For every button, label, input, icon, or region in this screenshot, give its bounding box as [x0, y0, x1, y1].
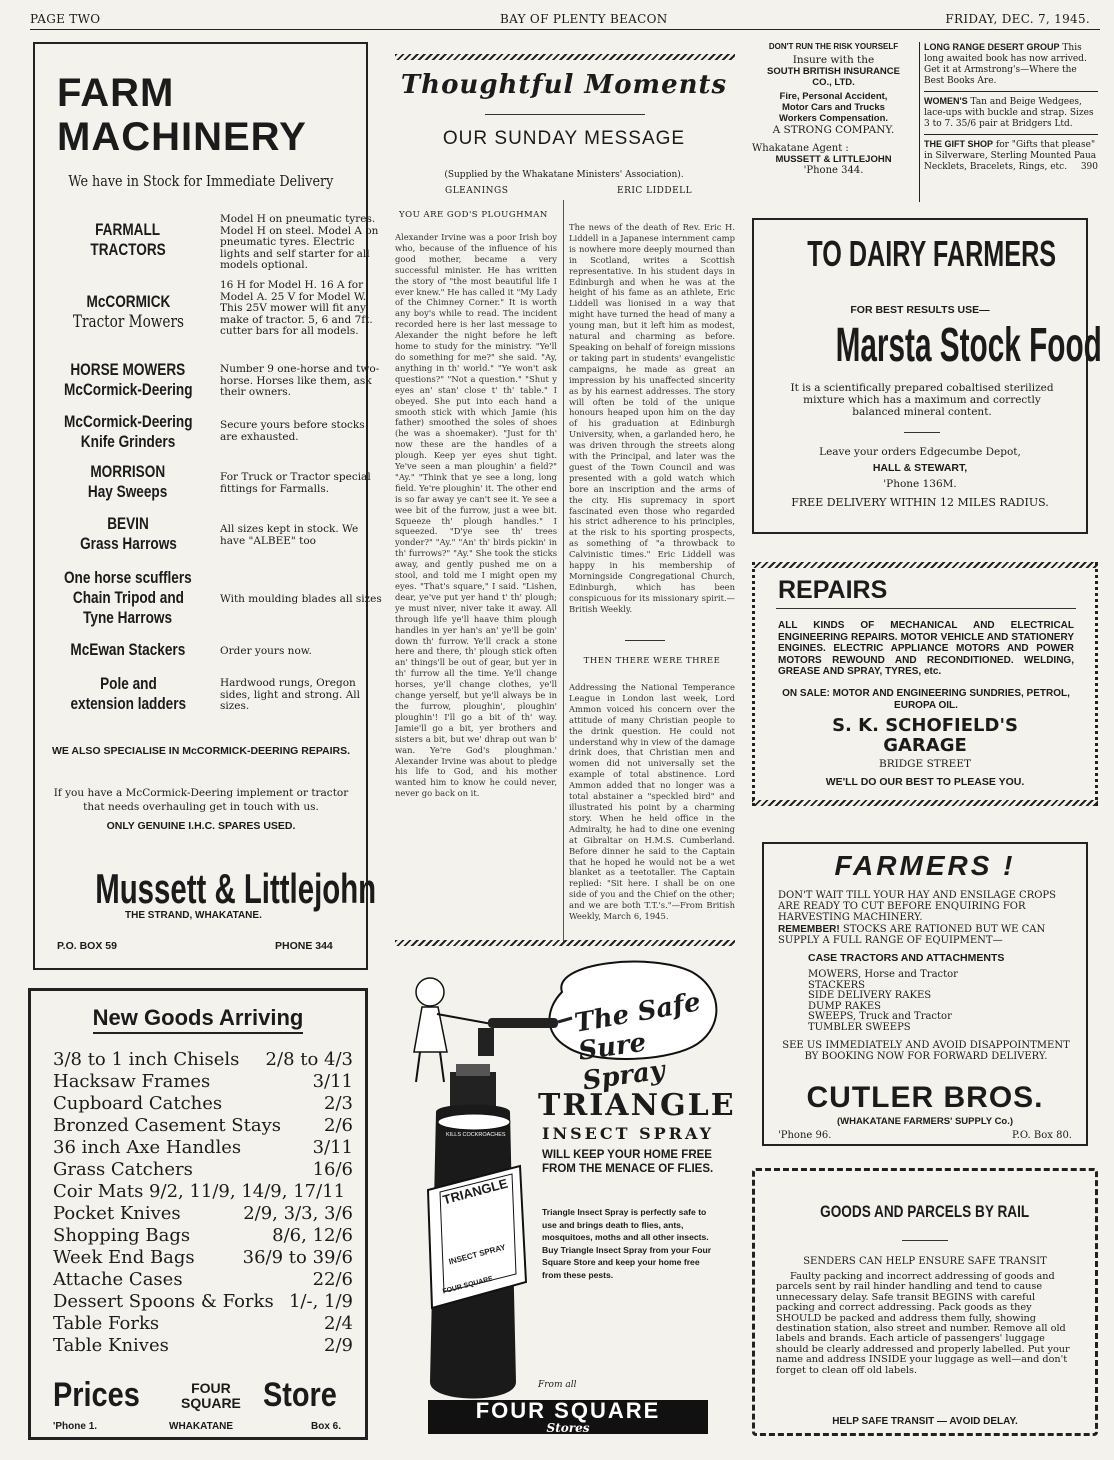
page-header — [30, 10, 1100, 30]
item-name: Hay Sweeps — [88, 482, 168, 501]
po-box: P.O. BOX 59 — [57, 940, 117, 952]
goods-item-name: Grass Catchers — [53, 1159, 193, 1180]
item-name: TRACTORS — [90, 240, 166, 259]
item-name: Knife Grinders — [80, 432, 176, 451]
divider — [904, 432, 940, 433]
dairy-delivery: FREE DELIVERY WITHIN 12 MILES RADIUS. — [791, 496, 1049, 509]
divider — [485, 114, 645, 115]
classified-item — [924, 135, 1098, 173]
goods-item — [53, 1269, 353, 1291]
goods-item — [53, 1093, 353, 1115]
spray-tagline: WILL KEEP YOUR HOME FREE FROM THE MENACE OF FLIES. — [542, 1149, 714, 1175]
farmers-text-1: DON'T WAIT TILL YOUR HAY AND ENSILAGE CROPS ARE READY TO CUT BEFORE ENQUIRING FOR HARVESTING MACHINERY. — [778, 890, 1057, 923]
goods-item — [53, 1313, 353, 1335]
rail-head: SENDERS CAN HELP ENSURE SAFE TRANSIT — [803, 1256, 1047, 1267]
cutler-bros-ad — [762, 842, 1088, 1146]
cutler-phone: 'Phone 96. — [778, 1130, 832, 1141]
goods-item-price: 1/-, 1/9 — [288, 1291, 353, 1312]
repairs-firm-1: S. K. SCHOFIELD'S — [832, 715, 1018, 736]
item-name: Chain Tripod and — [72, 588, 184, 607]
insure-l8: A STRONG COMPANY. — [772, 124, 895, 136]
product-name: INSECT SPRAY — [542, 1124, 714, 1143]
right-column-text-2: Addressing the National Temperance League in London last week, Lord Ammon voiced his concern over the attitude of many Christian people to the drink question. He could not understand why in view of the damage drink does, that Christian men and women did not universally set the example of total abstinence. Lord Ammon added that no longer was a total abstainer a "speckled bird" and illustrated his point by a charming story. When he held office in the Admiralty, he had to dine one evening at Gibraltar on H.M.S. Cumberland. Before dinner he said to the Captain that he hoped he would not be a wet blanket as a teetotaller. The Captain replied: "Sit here. I shall be on one side of you and the Chief on the other; and we are both T.T.'s."—From British Weekly, March 6, 1945. — [569, 682, 735, 922]
genuine-spares: ONLY GENUINE I.H.C. SPARES USED. — [106, 820, 296, 832]
cutler-firm: CUTLER BROS. — [806, 1081, 1044, 1114]
item-desc: 16 H for Model H. 16 A for Model A. 25 V for Model W. This 25V mower will fit any make of tractor. 5, 6 and 7ft. cutter bars for all models. — [220, 279, 373, 337]
bottle-label-3: KILLS COCKROACHES — [446, 1132, 506, 1138]
item-name: Tractor Mowers — [72, 312, 184, 332]
item-name: Tyne Harrows — [83, 608, 173, 627]
item-name: Pole and — [99, 674, 157, 693]
goods-item-name: Dessert Spoons & Forks — [53, 1291, 274, 1312]
goods-item-name: Pocket Knives — [53, 1203, 181, 1224]
goods-item — [53, 1159, 353, 1181]
insure-l4: CO., LTD. — [812, 77, 855, 88]
equipment-item: MOWERS, Horse and Tractor — [808, 969, 958, 980]
insure-l2: Insure with the — [792, 54, 875, 66]
repairs-title: REPAIRS — [778, 576, 888, 604]
equipment-list — [808, 970, 1068, 1033]
goods-item-price: 2/3 — [324, 1093, 353, 1114]
four-square-logo — [428, 1400, 708, 1434]
goods-item-price: 22/6 — [312, 1269, 353, 1290]
classified-item — [924, 92, 1098, 135]
repairs-street: BRIDGE STREET — [878, 758, 971, 770]
list-item — [35, 412, 366, 456]
item-name: Grass Harrows — [79, 534, 177, 553]
goods-item-price: 2/9 — [324, 1335, 353, 1356]
farm-title: FARM — [57, 71, 175, 115]
cutler-box: P.O. Box 80. — [1012, 1130, 1072, 1141]
dairy-firm: HALL & STEWART, — [872, 462, 968, 474]
equipment-item: SWEEPS, Truck and Tractor — [808, 1011, 952, 1022]
goods-item-price: 16/6 — [312, 1159, 353, 1180]
item-name: BEVIN — [107, 514, 149, 533]
wavy-rule — [752, 562, 1098, 568]
phone: PHONE 344 — [275, 940, 333, 952]
classified-head: WOMEN'S — [924, 96, 968, 106]
item-desc: Secure yours before stocks are exhausted. — [220, 419, 365, 443]
goods-item-name: Table Knives — [53, 1335, 169, 1356]
dairy-sub: FOR BEST RESULTS USE— — [850, 304, 990, 316]
goods-item-name: Table Forks — [53, 1313, 160, 1334]
insect-spray-ad — [392, 952, 736, 1436]
wavy-rule — [395, 54, 735, 60]
list-item — [35, 462, 371, 506]
classified-text: This long awaited book has now arrived. Get it at Armstrong's—Where the Best Books Are. — [924, 43, 1087, 86]
equipment-item: STACKERS — [808, 979, 865, 991]
store-town: WHAKATANE — [169, 1421, 234, 1432]
goods-item-name: 3/8 to 1 inch Chisels — [53, 1049, 240, 1070]
column-title: Thoughtful Moments — [400, 70, 728, 100]
goods-item — [53, 1137, 353, 1159]
store-word-store: Store — [263, 1376, 337, 1414]
farmers-text-3: SEE US IMMEDIATELY AND AVOID DISAPPOINTMENT BY BOOKING NOW FOR FORWARD DELIVERY. — [782, 1040, 1070, 1062]
goods-item — [53, 1335, 353, 1357]
list-item — [35, 674, 366, 720]
right-column-text: The news of the death of Rev. Eric H. Liddell in a Japanese internment camp is nowhere more deeply mourned than in Scotland, writes a Scottish representative. In his student days in Edinburgh and when he was at the height of his fame as an athlete, Eric Liddell was lionised in a way that might have turned the head of many a young man, but it left him as modest, natural and charming as before. Speaking on behalf of foreign missions or taking part in students' evangelistic campaigns, he made as great an impression by his unaffected sincerity as by his earnest addresses. The story will often be told of the unique honours heaped upon him on the day of his graduation at Edinburgh University, when, a garlanded hero, he was driven through the streets along with the Principal, and later was the guest of the Town Council and was presented with a gold watch which bore an inscription and the arms of the city. His supremacy in sport fascinated even those who regarded his strict adherence to his principles, at the risk to his sporting prospects, as something of "a throwback to Calvinistic times." Eric Liddell was happy in his membership of Morningside Congregational Church, Edinburgh, which has been conspicuous for its missionary spirit.—British Weekly. — [569, 222, 735, 614]
four-word: FOUR — [191, 1380, 231, 1396]
goods-item-name: Bronzed Casement Stays — [53, 1115, 282, 1136]
dairy-title: TO DAIRY FARMERS — [807, 233, 1057, 274]
insure-l5: Fire, Personal Accident, — [779, 91, 888, 102]
goods-item — [53, 1115, 353, 1137]
item-name: extension ladders — [70, 694, 186, 713]
bubble-line-2: Sure Spray — [576, 1027, 667, 1097]
insurance-ad — [748, 42, 920, 202]
spray-body: Triangle Insect Spray is perfectly safe to use and brings death to flies, ants, mosquitoes, moths and all other insects. Buy Triangle Insect Spray from your Four Square Store and keep your home free from these pests. — [542, 1207, 712, 1280]
store-word-prices: Prices — [53, 1376, 140, 1414]
goods-title: New Goods Arriving — [93, 1005, 304, 1034]
product-name: Marsta Stock Food — [835, 319, 1102, 372]
bottle-label-4: FOUR SQUARE — [441, 1275, 494, 1296]
rail-ad — [752, 1168, 1098, 1440]
wavy-rule — [395, 940, 735, 946]
equipment-item: SIDE DELIVERY RAKES — [808, 990, 932, 1001]
repairs-ad — [752, 562, 1098, 808]
specialise-note: WE ALSO SPECIALISE IN McCORMICK-DEERING REPAIRS. — [51, 745, 351, 757]
item-name: FARMALL — [95, 220, 161, 239]
classified-head: LONG RANGE DESERT GROUP — [924, 42, 1060, 52]
goods-item-price: 2/4 — [324, 1313, 353, 1334]
store-box: Box 6. — [311, 1421, 342, 1432]
overhaul-note: If you have a McCormick-Deering implement or tractor that needs overhauling get in touch with us. — [53, 787, 349, 813]
insure-l10: MUSSETT & LITTLEJOHN — [775, 154, 892, 165]
item-name: One horse scufflers — [64, 568, 192, 587]
list-item — [35, 360, 380, 404]
dairy-ad — [752, 218, 1102, 534]
left-heading: GLEANINGS — [445, 186, 509, 196]
dairy-leave: Leave your orders Edgecumbe Depot, — [819, 446, 1021, 458]
rail-text: Faulty packing and incorrect addressing of goods and parcels sent by rail hinder handling and tend to cause unnecessary delay. Safe transit BEGINS with careful packing and correct addressing. Pack goods as they SHOULD be packed and address them fully, showing destination station, also street and number. Remove all old labels and brands. Each article of passengers' luggage should be clearly addressed and properly labelled. Put your name and address INSIDE your luggage as well—and don't forget to clean off old labels. — [776, 1271, 1070, 1376]
repairs-firm-2: GARAGE — [883, 735, 967, 756]
farmers-text-2 — [778, 924, 1074, 946]
goods-item-price: 2/8 to 4/3 — [265, 1049, 353, 1070]
goods-item — [53, 1291, 353, 1313]
insure-l9: Whakatane Agent : — [752, 143, 849, 154]
list-item — [35, 514, 366, 558]
firm-address: THE STRAND, WHAKATANE. — [125, 910, 262, 921]
insure-l7: Workers Compensation. — [778, 113, 889, 124]
equipment-item: DUMP RAKES — [808, 1000, 881, 1012]
item-name: McCormick-Deering — [63, 412, 193, 431]
divider — [776, 608, 1076, 609]
column-subtitle: OUR SUNDAY MESSAGE — [442, 128, 686, 149]
bottle-label-2: INSECT SPRAY — [447, 1242, 507, 1267]
goods-item-name: Cupboard Catches — [53, 1093, 223, 1114]
list-item — [35, 568, 382, 630]
classified-text: for "Gifts that please" in Silverware, Sterling Mounted Paua Necklets, Bracelets, Rings, etc. — [924, 140, 1097, 172]
goods-item-name: Coir Mats 9/2, 11/9, 14/9, 17/11 — [53, 1181, 346, 1202]
item-desc: Hardwood rungs, Oregon sides, light and strong. All sizes. — [220, 677, 360, 712]
left-column-text: Alexander Irvine was a poor Irish boy who, because of the influence of his good mother, became a very successful minister. He has written the story of "the most beautiful life I ever knew." He has called it "My Lady of the Chimney Corner." It is worth any boy's while to read. The incident recorded here is her last message to Alexander the night before he left home to study for the ministry. "Ye'll do something for me?" she said. "Ay, anything in th' world." "Ye won't ask questions?" "Not a question." "Shut y eyes an' stan' close t' th' table." I obeyed. She put into each hand a smooth stick with which Jamie (his father) smoothed the soles of shoes (he was a shoemaker). "Just for th' now these are the handles of a plough. Keep yer eyes shut tight. Ye've seen a man ploughin' a field?" "Ay." "Think that ye see a long, long field. Ye're ploughin' it. The other end is so far away ye can't see it. Ye see a wee bit of the furrow, just a wee bit. Squeeze th' plough handles." I squeezed. "D'ye see th' trees yonder?" "Ay." "An' th' birds pickin' in th' furrows?" "Ay." She took the sticks away, and gently pushed me on a stool, and told me I might open my eyes. "That's square," I said. "Lishen, dear, ye've put yer hand t' th' plough; ye must niver, niver take it away. All through life ye'll haave thim plough handles in yer han's an' ye'll be goin' down th' furrow. Ye'll crack a stone here and there, th' plough stick often an' things'll be out of gear, but yer in th' furrow all the time. Ye'll change horses, ye'll change clothes, ye'll change yerself, but ye'll always be in the furrow, ploughin', ploughin' ploughin'! I'll go a bit of th' way. Jamie'll go a bit, yer brothers and sisters a bit, but we' dhrap out wan b' wan. Ye're God's ploughman.' Alexander Irvine was about to pledge his life to God, and his mother wanted him to know he could never, never go back on it. — [395, 232, 557, 799]
item-desc: Model H on pneumatic tyres. Model H on steel. Model A on pneumatic tyres. Electric lights and self starter for all models optional. — [220, 213, 379, 271]
goods-item-price: 3/11 — [312, 1071, 353, 1092]
left-subheading: YOU ARE GOD'S PLOUGHMAN — [399, 210, 548, 220]
divider — [902, 1240, 948, 1241]
goods-item-name: Week End Bags — [53, 1247, 195, 1268]
goods-item-price: 8/6, 12/6 — [272, 1225, 353, 1246]
goods-item — [53, 1225, 353, 1247]
square-word: SQUARE — [181, 1395, 241, 1411]
item-desc: All sizes kept in stock. We have "ALBEE" too — [220, 523, 359, 547]
insure-l1: DON'T RUN THE RISK YOURSELF — [768, 42, 899, 51]
dairy-desc: It is a scientifically prepared cobaltised sterilized mixture which has a maximum and correctly balanced mineral content. — [790, 382, 1054, 418]
store-phone: 'Phone 1. — [53, 1421, 98, 1432]
newspaper-title: BAY OF PLENTY BEACON — [500, 12, 668, 26]
bottle-label: TRIANGLE — [441, 1175, 510, 1208]
goods-item — [53, 1181, 353, 1203]
goods-item — [53, 1203, 353, 1225]
insure-l6: Motor Cars and Trucks — [782, 102, 885, 113]
classifieds — [924, 42, 1098, 192]
item-desc: For Truck or Tractor special fittings for Farmalls. — [220, 471, 371, 495]
issue-date: FRIDAY, DEC. 7, 1945. — [945, 12, 1090, 26]
item-name: HORSE MOWERS — [70, 360, 186, 379]
item-name: McCORMICK — [86, 292, 170, 311]
brand-name: TRIANGLE — [538, 1088, 736, 1123]
item-name: MORRISON — [90, 462, 166, 481]
repairs-sale: ON SALE: MOTOR AND ENGINEERING SUNDRIES, PETROL, EUROPA OIL. — [782, 688, 1070, 711]
goods-item — [53, 1247, 353, 1269]
supplied-note: (Supplied by the Whakatane Ministers' Association). — [444, 170, 684, 180]
right-heading-2: THEN THERE WERE THREE — [583, 656, 721, 666]
repairs-motto: WE'LL DO OUR BEST TO PLEASE YOU. — [825, 776, 1025, 788]
insure-l3: SOUTH BRITISH INSURANCE — [766, 66, 900, 77]
farmers-title: FARMERS ! — [834, 850, 1016, 881]
list-item — [35, 640, 366, 664]
goods-item — [53, 1071, 353, 1093]
rail-title: GOODS AND PARCELS BY RAIL — [820, 1202, 1030, 1221]
item-desc: Number 9 one-horse and two-horse. Horses like them, ask their owners. — [220, 363, 380, 398]
rail-footer: HELP SAFE TRANSIT — AVOID DELAY. — [832, 1416, 1018, 1427]
logo-text: FOUR SQUARE — [475, 1398, 661, 1423]
classified-number: 390 — [1080, 162, 1098, 172]
item-desc: Order yours now. — [220, 645, 312, 657]
column-divider — [563, 200, 564, 942]
goods-item-name: Attache Cases — [53, 1269, 183, 1290]
goods-item-name: Hacksaw Frames — [53, 1071, 211, 1092]
repairs-text: ALL KINDS OF MECHANICAL AND ELECTRICAL ENGINEERING REPAIRS. MOTOR VEHICLE AND STATIONERY ENGINES. ELECTRIC APPLIANCE MOTORS AND POWER MOTORS REWOUND AND RECONDITIONED. WELDING, GREASE AND SPRAY, TYRES, etc. — [778, 620, 1074, 677]
goods-item-price: 36/9 to 39/6 — [242, 1247, 353, 1268]
goods-item-price: 2/6 — [324, 1115, 353, 1136]
classified-text: Tan and Beige Wedgees, lace-ups with buckle and strap. Sizes 3 to 7. 35/6 pair at Bridgers Ltd. — [924, 97, 1094, 129]
store-four-square — [181, 1381, 241, 1411]
remember-text: STOCKS ARE RATIONED BUT WE CAN SUPPLY A FULL RANGE OF EQUIPMENT— — [778, 924, 1046, 946]
item-name: McEwan Stackers — [70, 640, 186, 659]
item-name: McCormick-Deering — [63, 380, 193, 399]
list-item — [35, 213, 379, 274]
cutler-sub: (WHAKATANE FARMERS' SUPPLY Co.) — [836, 1116, 1014, 1127]
logo-stores: Stores — [546, 1421, 590, 1435]
wavy-rule — [752, 800, 1098, 806]
dairy-phone: 'Phone 136M. — [883, 478, 957, 490]
remember-label: REMEMBER! — [778, 924, 840, 935]
case-heading: CASE TRACTORS AND ATTACHMENTS — [808, 952, 1005, 964]
from-all: From all — [538, 1380, 577, 1390]
divider — [625, 640, 665, 641]
goods-item-name: Shopping Bags — [53, 1225, 191, 1246]
farm-machinery-ad — [33, 42, 382, 970]
goods-item — [53, 1049, 353, 1071]
item-desc: With moulding blades all sizes — [220, 593, 382, 605]
insure-l11: 'Phone 344. — [803, 165, 864, 176]
classified-item — [924, 42, 1098, 92]
stock-subtitle: We have in Stock for Immediate Delivery — [68, 172, 333, 190]
goods-item-name: 36 inch Axe Handles — [53, 1137, 242, 1158]
goods-item-price: 2/9, 3/3, 3/6 — [243, 1203, 353, 1224]
classified-head: THE GIFT SHOP — [924, 139, 994, 149]
thoughtful-moments — [385, 42, 743, 946]
page-number: PAGE TWO — [30, 12, 101, 26]
goods-item-price: 3/11 — [312, 1137, 353, 1158]
right-heading: ERIC LIDDELL — [617, 186, 693, 196]
machinery-title: MACHINERY — [57, 115, 307, 159]
firm-name: Mussett & Littlejohn — [95, 865, 377, 912]
list-item — [35, 279, 373, 352]
equipment-item: TUMBLER SWEEPS — [808, 1021, 911, 1033]
bubble-line-1: The Safe — [572, 987, 703, 1039]
new-goods-ad — [28, 988, 368, 1440]
